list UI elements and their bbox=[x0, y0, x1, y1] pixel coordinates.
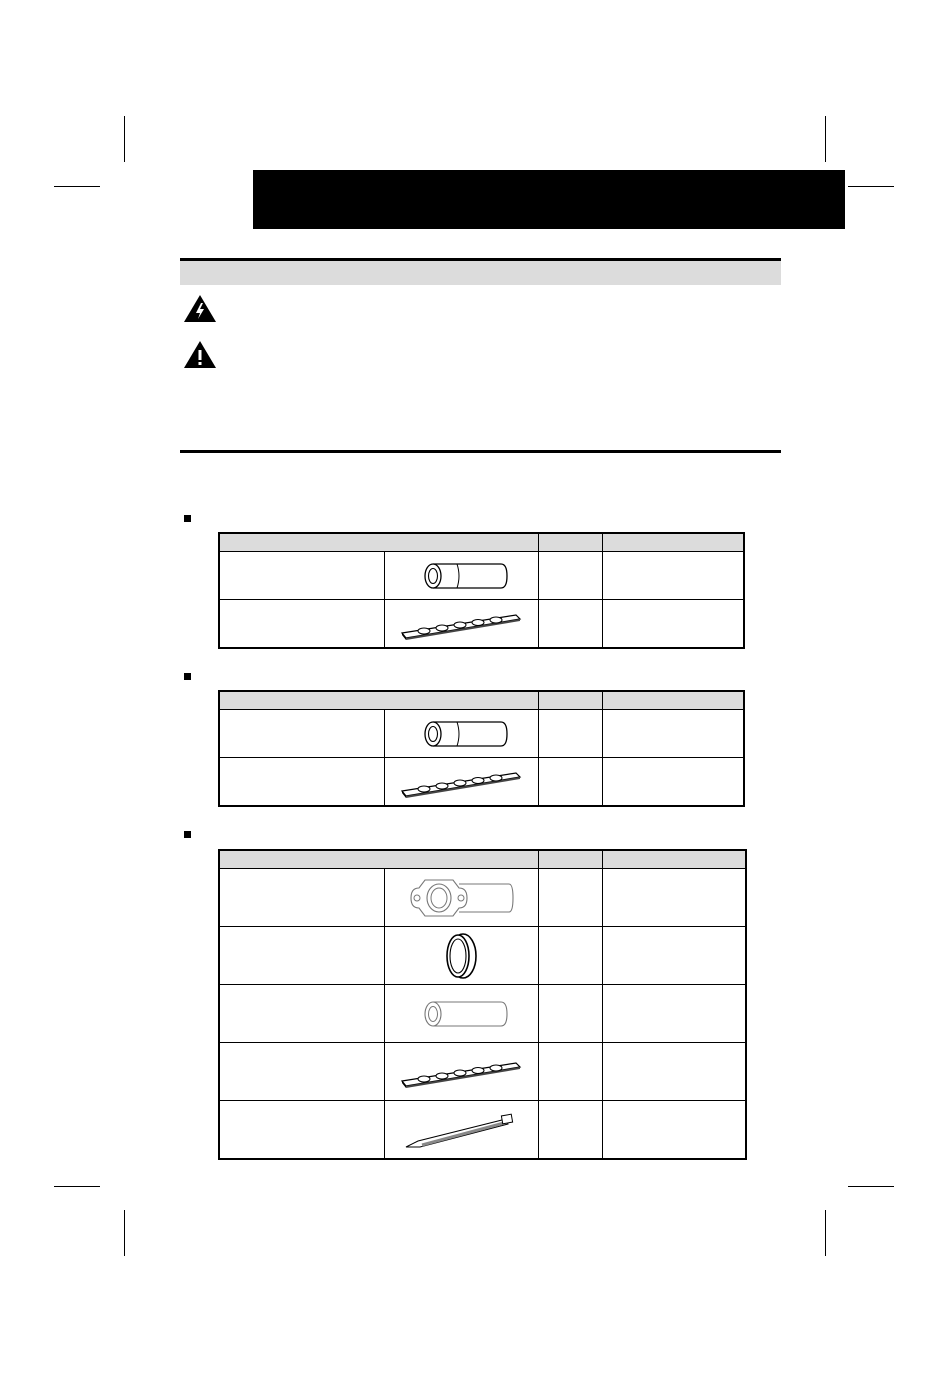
section-heading-band bbox=[180, 261, 781, 285]
section-rule bbox=[180, 450, 781, 453]
pipe-sleeve-icon bbox=[411, 718, 511, 750]
flange-pipe-icon bbox=[407, 876, 515, 920]
part-remarks bbox=[602, 869, 746, 927]
part-qty bbox=[538, 758, 602, 807]
part-figure bbox=[384, 869, 538, 927]
header-remarks bbox=[602, 691, 744, 710]
part-remarks bbox=[602, 600, 744, 649]
part-name bbox=[219, 600, 384, 649]
bracket-plate-icon bbox=[398, 763, 524, 801]
part-remarks bbox=[602, 927, 746, 985]
crop-mark bbox=[54, 1186, 100, 1187]
table-row bbox=[219, 985, 746, 1043]
caution-exclamation-icon bbox=[183, 340, 217, 370]
table-header-row bbox=[219, 850, 746, 869]
part-qty bbox=[538, 869, 602, 927]
table-row bbox=[219, 1043, 746, 1101]
part-figure bbox=[384, 985, 538, 1043]
part-figure bbox=[384, 710, 538, 758]
electric-shock-warning-icon bbox=[183, 294, 217, 324]
part-name bbox=[219, 1101, 384, 1160]
list-bullet bbox=[184, 673, 191, 680]
bracket-plate-icon bbox=[398, 1053, 524, 1091]
part-name bbox=[219, 985, 384, 1043]
header-remarks bbox=[602, 533, 744, 552]
chapter-title-bar bbox=[253, 170, 845, 229]
part-name bbox=[219, 710, 384, 758]
part-remarks bbox=[602, 758, 744, 807]
part-remarks bbox=[602, 1101, 746, 1160]
part-remarks bbox=[602, 552, 744, 600]
part-qty bbox=[538, 710, 602, 758]
header-remarks bbox=[602, 850, 746, 869]
part-figure bbox=[384, 552, 538, 600]
table-row bbox=[219, 552, 744, 600]
header-qty bbox=[538, 691, 602, 710]
crop-mark bbox=[124, 1210, 125, 1256]
table-header-row bbox=[219, 533, 744, 552]
part-name bbox=[219, 552, 384, 600]
crop-mark bbox=[124, 116, 125, 162]
part-qty bbox=[538, 985, 602, 1043]
pipe-sleeve-icon bbox=[411, 560, 511, 592]
header-part bbox=[219, 691, 538, 710]
part-figure bbox=[384, 927, 538, 985]
crop-mark bbox=[54, 186, 100, 187]
parts-table bbox=[218, 532, 745, 649]
part-name bbox=[219, 758, 384, 807]
table-header-row bbox=[219, 691, 744, 710]
header-qty bbox=[538, 533, 602, 552]
crop-mark bbox=[848, 186, 894, 187]
part-qty bbox=[538, 600, 602, 649]
header-part bbox=[219, 850, 538, 869]
cable-tie-icon bbox=[402, 1107, 520, 1153]
part-qty bbox=[538, 1101, 602, 1160]
part-name bbox=[219, 927, 384, 985]
table-row bbox=[219, 758, 744, 807]
part-figure bbox=[384, 758, 538, 807]
table-row bbox=[219, 927, 746, 985]
part-qty bbox=[538, 552, 602, 600]
part-remarks bbox=[602, 985, 746, 1043]
parts-table bbox=[218, 690, 745, 807]
part-name bbox=[219, 869, 384, 927]
bracket-plate-icon bbox=[398, 605, 524, 643]
part-qty bbox=[538, 1043, 602, 1101]
table-row bbox=[219, 869, 746, 927]
pipe-sleeve-icon bbox=[411, 998, 511, 1030]
list-bullet bbox=[184, 831, 191, 838]
parts-table bbox=[218, 849, 747, 1160]
part-figure bbox=[384, 1101, 538, 1160]
part-remarks bbox=[602, 1043, 746, 1101]
list-bullet bbox=[184, 515, 191, 522]
crop-mark bbox=[848, 1186, 894, 1187]
header-qty bbox=[538, 850, 602, 869]
part-name bbox=[219, 1043, 384, 1101]
part-figure bbox=[384, 1043, 538, 1101]
crop-mark bbox=[825, 116, 826, 162]
part-qty bbox=[538, 927, 602, 985]
ring-gasket-icon bbox=[441, 931, 481, 981]
part-figure bbox=[384, 600, 538, 649]
part-remarks bbox=[602, 710, 744, 758]
table-row bbox=[219, 600, 744, 649]
table-row bbox=[219, 1101, 746, 1160]
header-part bbox=[219, 533, 538, 552]
crop-mark bbox=[825, 1210, 826, 1256]
table-row bbox=[219, 710, 744, 758]
